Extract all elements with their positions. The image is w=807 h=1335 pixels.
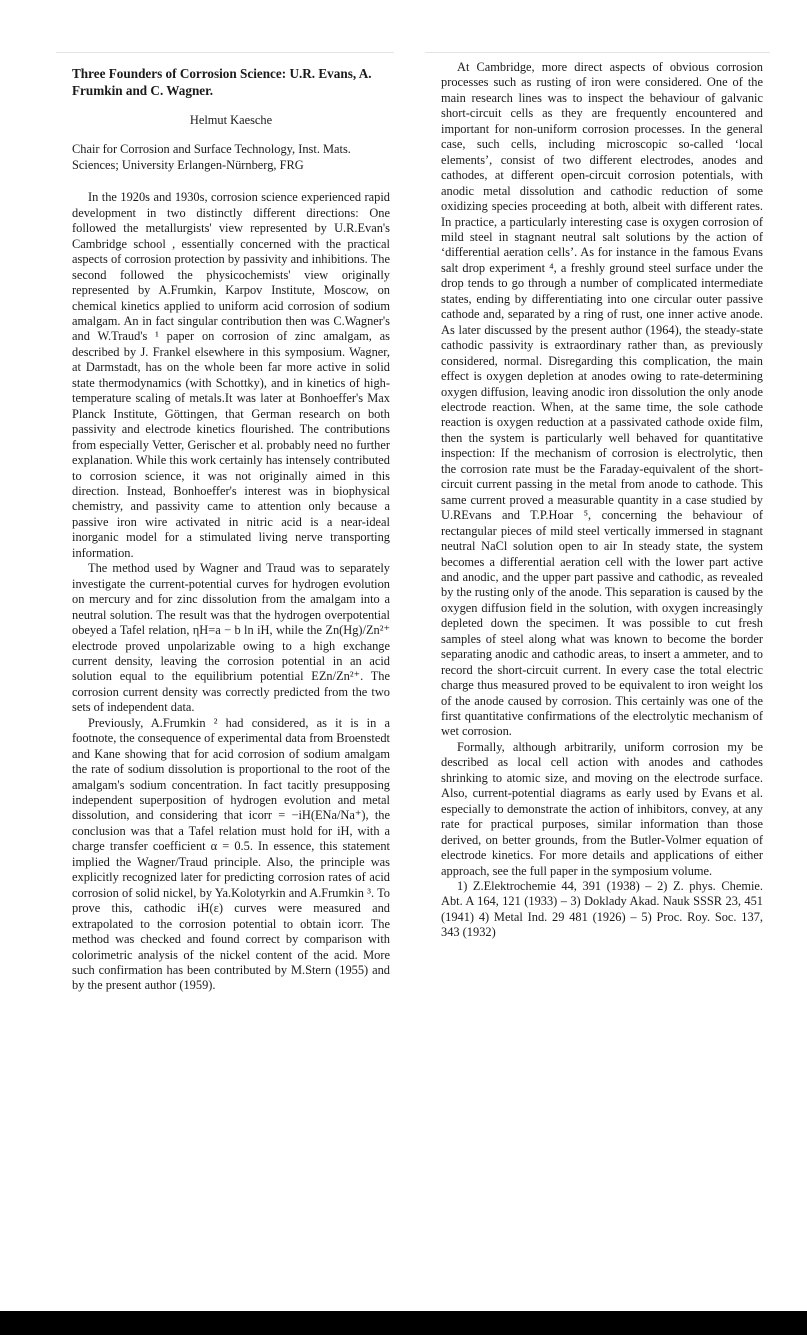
references: [441, 879, 763, 941]
article-title: Three Founders of Corrosion Science: U.R. Evans, A. Frumkin and C. Wagner.: [72, 66, 372, 98]
paragraph-intro: In the 1920s and 1930s, corrosion science experienced rapid development in two distinctly different directions: One followed the metallurgists' view represented by U.R.Evan's Cambridge school , essentially concerned with the practical aspects of corrosion protection by passivity and inhibitions. The second followed the physicochemists' view originally represented by A.Frumkin, Karpov Institute, Moscow, on chemical kinetics applied to uniform acid corrosion of sodium amalgam. An in fact singular contribution then was C.Wagner's and W.Traud's ¹ paper on corrosion of zinc amalgam, as described by J. Frankel elsewhere in this symposium. Wagner, at Darmstadt, has on the whole been far more active in solid state thermodynamics (with Schottky), and in kinetics of high-temperature scaling of metals.It was later at Bonhoeffer's Max Planck Institute, Göttingen, that German research on both passivity and electrode kinetics flourished. The contributions from especially Vetter, Gerischer et al. probably need no further explanation. While this work certainly has intensely contributed to corrosion science, it was not originally aimed in this direction. Instead, Bonhoeffer's interest was in biophysical chemistry, and passivity came to attention only because a passive iron wire activated in nitric acid is a near-ideal inorganic model for a stimulated living nerve transporting information.: [72, 190, 390, 560]
paragraph-cambridge: At Cambridge, more direct aspects of obvious corrosion processes such as rusting of iron were considered. One of the main research lines was to inspect the behaviour of galvanic short-circuit cells as they are frequently encountered and important for non-uniform corrosion processes. In the general case, such cells, including microscopic so-called ‘local elements’, consist of two different electrodes, anodes and cathodes, at different open-circuit corrosion potentials, with anodic metal dissolution and cathodic reduction of some oxidizing species proceeding at both, albeit with different rates. In practice, a particularly interesting case is oxygen corrosion of mild steel in stagnant neutral salt solutions by the action of ‘differential aeration cells’. As for instance in the famous Evans salt drop experiment ⁴, a freshly ground steel surface under the drop tends to go through a number of complicated intermediate states, ending by differentiating into one circular outer passive cathode and, separated by a ring of rust, one inner active anode. As later discussed by the present author (1964), the steady-state cathodic passivity is extraordinary rather than, as previously considered, normal. Disregarding this complication, the main effect is oxygen depletion at anodes owing to rate-determining oxygen diffusion, leaving anodic iron dissolution the only anode electrode reaction. When, at the same time, the sole cathode reaction is oxygen reduction at a passivated cathode oxide film, then the system is particularly well behaved for quantitative inspection: If the mechanism of corrosion is electrolytic, then the corrosion rate must be the Faraday-equivalent of the short-circuit current passing in the metal from anode to cathode. This same current proved a measurable quantity in a case studied by U.REvans and T.P.Hoar ⁵, concerning the behaviour of rectangular pieces of mild steel vertically immersed in stagnant neutral NaCl solution open to air In steady state, the system becomes a differential aeration cell with the lower part active and anodic, and the upper part passive and cathodic, as revealed by the rusting only of the anode. This separation is caused by the oxygen diffusion field in the solution, with oxygen increasingly depleted down the specimen. It was possible to cut fresh samples of steel along what was known to become the border separating anodic and cathodic areas, to insert a ammeter, and to record the short-circuit current. In every case the total electric charge thus measured proved to be equivalent to iron weight los of the anode caused by corrosion. This certainly was one of the first quantitative confirmations of the electrolytic mechanism of wet corrosion.: [441, 60, 763, 739]
paragraph-wagner-traud: The method used by Wagner and Traud was to separately investigate the current-potential curves for hydrogen evolution on mercury and for zinc dissolution from the amalgam into a neutral solution. The result was that the hydrogen overpotential obeyed a Tafel relation, ηH=a − b ln iH, while the Zn(Hg)/Zn²⁺ electrode proved unpolarizable owing to a high exchange current density, leaving the corrosion potential in an acid solution equal to the equilibrium potential EZn/Zn²⁺. The corrosion current density was correctly predicted from the two sets of independent data.: [72, 561, 390, 715]
author-name: Helmut Kaesche: [189, 113, 273, 127]
right-column: [441, 60, 763, 941]
author-affiliation: Chair for Corrosion and Surface Technology, Inst. Mats. Sciences; University Erlangen-Nürnberg, FRG: [72, 142, 351, 172]
left-column: [72, 60, 390, 994]
scan-bottom-edge: [0, 1311, 807, 1335]
reference-list: 1) Z.Elektrochemie 44, 391 (1938) – 2) Z. phys. Chemie. Abt. A 164, 121 (1933) – 3) Doklady Akad. Nauk SSSR 23, 451 (1941) 4) Metal Ind. 29 481 (1926) – 5) Proc. Roy. Soc. 137, 343 (1932): [441, 879, 763, 940]
paragraph-frumkin: Previously, A.Frumkin ² had considered, as it is in a footnote, the consequence of experimental data from Broenstedt and Kane showing that for acid corrosion of sodium amalgam the rate of sodium dissolution is proportional to the root of the amalgam's sodium concentration. In fact tacitly presupposing independent superposition of hydrogen evolution and metal dissolution, and considering that icorr = −iH(ENa/Na⁺), the conclusion was that a Tafel relation must hold for iH, with a charge transfer coefficient α = 0.5. In essence, this statement implied the Wagner/Traud principle. Also, the principle was explicitly recognized later for predicting corrosion rates of acid corrosion of solid nickel, by Ya.Kolotyrkin and A.Frumkin ³. To prove this, cathodic iH(ε) curves were measured and extrapolated to the corrosion potential to obtain icorr. The method was checked and found correct by comparison with colorimetric analysis of the nickel content of the acid. More such confirmation has been contributed by M.Stern (1955) and by the present author (1959).: [72, 715, 390, 993]
left-column-top-edge: [56, 52, 394, 53]
right-column-top-edge: [425, 52, 770, 53]
paragraph-uniform-corrosion: Formally, although arbitrarily, uniform corrosion my be described as local cell action with anodes and cathodes shrinking to atomic size, and moving on the electrode surface. Also, current-potential diagrams as early used by Evans et al. especially to demonstrate the action of inhibitors, convey, at any rate for practical purposes, similar information than those derived, on better grounds, from the Butler-Volmer equation of electrode kinetics. For more details and applications of either approach, see the full paper in the symposium volume.: [441, 739, 763, 878]
